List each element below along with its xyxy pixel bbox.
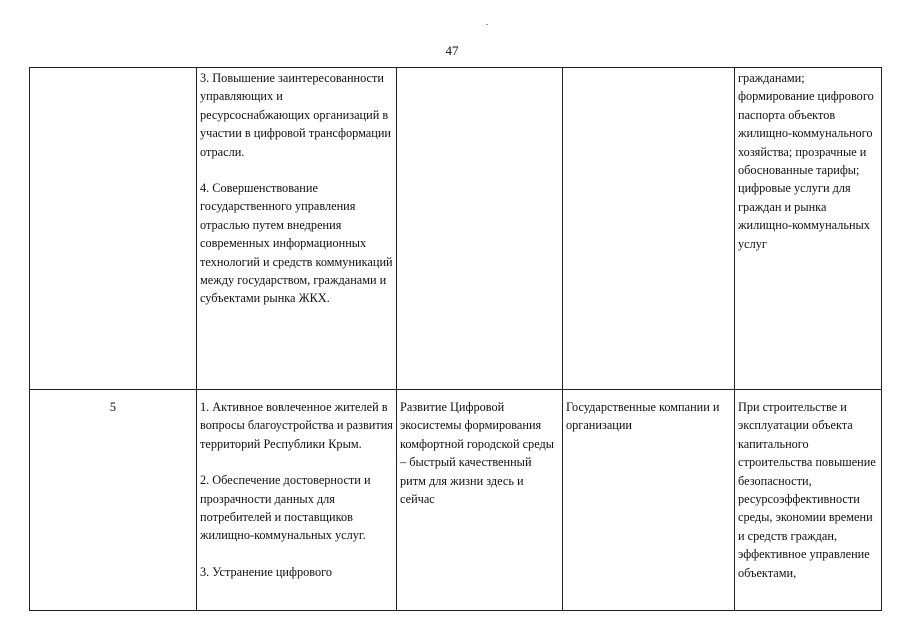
effects-cell: При строительстве и эксплуатации объекта капитального строительства повышение безопасности, ресурсоэффективности среды, экономии времени и средств граждан, эффективное управление объектами, <box>735 390 882 611</box>
table-row <box>30 68 882 390</box>
scan-speck <box>486 24 488 25</box>
goals-cell <box>197 68 397 390</box>
goal-item: 3. Повышение заинтересованности управляющих и ресурсоснабжающих организаций в участии в цифровой трансформации отрасли. <box>200 71 391 159</box>
goal-item: 3. Устранение цифрового <box>200 564 333 579</box>
goal-item: 1. Активное вовлеченное жителей в вопросы благоустройства и развития территорий Республики Крым. <box>200 400 393 451</box>
row-number-cell: 5 <box>30 390 197 611</box>
participants-cell: Государственные компании и организации <box>563 390 735 611</box>
participants-cell <box>563 68 735 390</box>
ecosystem-cell: Развитие Цифровой экосистемы формирования комфортной городской среды – быстрый качественный ритм для жизни здесь и сейчас <box>397 390 563 611</box>
row-number-cell <box>30 68 197 390</box>
page-number: 47 <box>445 43 459 58</box>
goal-item: 2. Обеспечение достоверности и прозрачности данных для потребителей и поставщиков жилищно-коммунальных услуг. <box>200 473 371 543</box>
goal-item: 4. Совершенствование государственного управления отраслью путем внедрения современных информационных технологий и средств коммуникаций между государством, гражданами и субъектами рынка ЖКХ. <box>200 181 393 306</box>
ecosystem-cell <box>397 68 563 390</box>
program-table <box>29 67 882 611</box>
goals-cell <box>197 390 397 611</box>
table-row <box>30 390 882 611</box>
effects-cell: гражданами; формирование цифрового паспорта объектов жилищно-коммунального хозяйства; прозрачные и обоснованные тарифы; цифровые услуги для граждан и рынка жилищно-коммунальных услуг <box>735 68 882 390</box>
